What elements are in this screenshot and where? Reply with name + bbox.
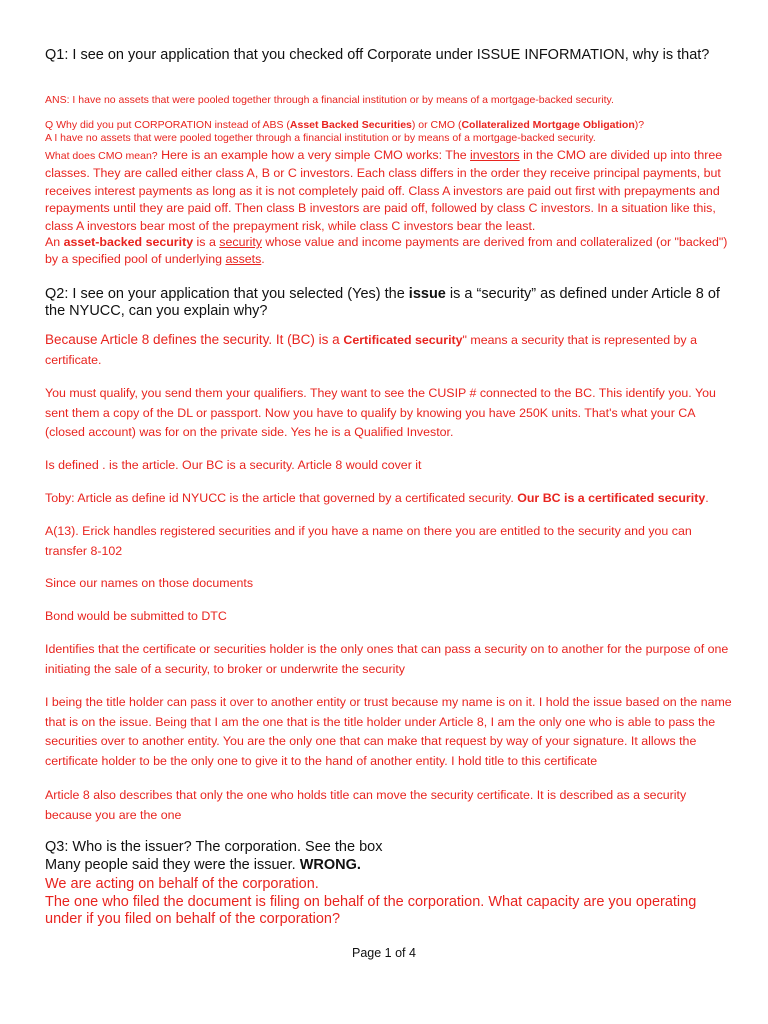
q3-line2: Many people said they were the issuer. WRONG.	[45, 857, 361, 873]
security-link[interactable]: security	[219, 235, 262, 249]
q1-followup-question: Q Why did you put CORPORATION instead of ABS (Asset Backed Securities) or CMO (Collateralized Mortgage Obligation)?	[45, 119, 645, 131]
assets-link[interactable]: assets	[225, 252, 262, 267]
q3-answer-2: The one who filed the document is filing on behalf of the corporation. What capacity are you operating under if you filed on behalf of the corporation?	[45, 894, 697, 927]
q2-answer-p8: Identifies that the certificate or securities holder is the only ones that can pass a security on to another for the purpose of one initiating the sale of a security, to broker or underwrite the security	[45, 642, 729, 676]
q2-answer-p6: Since our names on those documents	[45, 576, 254, 590]
q2-answer-p10: Article 8 also describes that only the one who holds title can move the security certificate. It is described as a security because you are the one	[45, 788, 687, 822]
investors-link[interactable]: investors	[470, 148, 520, 162]
q1-followup-answer: A I have no assets that were pooled together through a financial institution or by means of a mortgage-backed security.	[45, 132, 596, 144]
q2-answer-p9: I being the title holder can pass it over to another entity or trust because my name is on it. I hold the issue based on the name that is on the issue. Being that I am the one that is the title holder under Article 8, I am the only one who is able to pass the securities over to another entity. You are the only one that can make that request by way of your signature. It allows the certificate holder to be the only one to give it to the hand of another entity. I hold title to this certificate	[45, 695, 732, 768]
q1-answer: ANS: I have no assets that were pooled together through a financial institution or by means of a mortgage-backed security.	[45, 94, 614, 106]
page-number: Page 1 of 4	[352, 946, 416, 960]
cmo-explanation: What does CMO mean? Here is an example how a very simple CMO works: The investors in the CMO are divided up into three classes. They are called either class A, B or C investors. Each class differs in the order they receive principal payments, but receives interest payments as long as it is not completely paid off. Class A investors are paid out first with prepayments and repayments until they are paid off. Then class B investors are paid off, followed by class C investors. In a situation like this, class A investors bear most of the prepayment risk, while class C investors bear the least.	[45, 148, 723, 233]
q2-answer-p7: Bond would be submitted to DTC	[45, 609, 227, 623]
q3-question: Q3: Who is the issuer? The corporation. See the box	[45, 839, 383, 855]
q3-answer-1: We are acting on behalf of the corporation.	[45, 876, 319, 892]
q2-answer-p5: A(13). Erick handles registered securities and if you have a name on there you are entitled to the security and you can transfer 8-102	[45, 524, 692, 558]
abs-definition: An asset-backed security is a security whose value and income payments are derived from and collateralized (or "backed") by a specified pool of underlying assets.	[45, 235, 728, 267]
q2-answer-p1: Because Article 8 defines the security. It (BC) is a Certificated security" means a security that is represented by a certificate.	[45, 332, 697, 367]
q2-answer-p4: Toby: Article as define id NYUCC is the article that governed by a certificated security. Our BC is a certificated security.	[45, 491, 709, 505]
q2-question: Q2: I see on your application that you selected (Yes) the issue is a “security” as defined under Article 8 of the NYUCC, can you explain why?	[45, 286, 720, 319]
q1-question: Q1: I see on your application that you checked off Corporate under ISSUE INFORMATION, why is that?	[45, 47, 710, 63]
q2-answer-p2: You must qualify, you send them your qualifiers. They want to see the CUSIP # connected to the BC. This identify you. You sent them a copy of the DL or passport. Now you have to qualify by knowing you have 250K units. That's what your CA (closed account) was for on the private side. Yes he is a Qualified Investor.	[45, 386, 716, 439]
q2-answer-p3: Is defined . is the article. Our BC is a security. Article 8 would cover it	[45, 458, 422, 472]
